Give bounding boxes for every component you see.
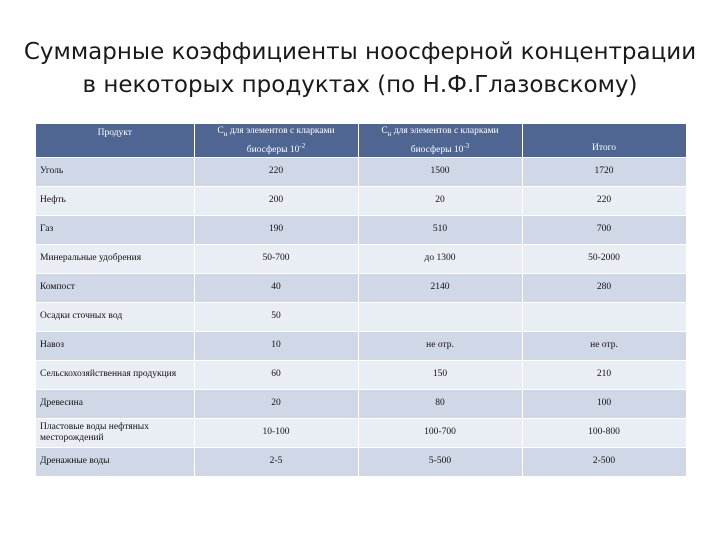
row-total: 1720	[522, 157, 686, 186]
row-name: Древесина	[36, 389, 194, 418]
row-c3: до 1300	[358, 244, 522, 273]
coefficients-table	[36, 124, 687, 476]
row-name: Осадки сточных вод	[36, 302, 194, 331]
row-c3: 510	[358, 215, 522, 244]
row-c2: 20	[194, 389, 358, 418]
header-product: Продукт	[36, 124, 194, 157]
header-col3: $С_н$ для элементов с кларками биосферы $10^{-3}$	[358, 124, 522, 157]
row-c2: 50	[194, 302, 358, 331]
title-line-1: Суммарные коэффициенты ноосферной концентрации	[23, 39, 697, 65]
row-name: Навоз	[36, 331, 194, 360]
row-name: Нефть	[36, 186, 194, 215]
row-c3: 2140	[358, 273, 522, 302]
table-row	[36, 302, 686, 331]
row-c3: 5-500	[358, 447, 522, 476]
row-c2: 220	[194, 157, 358, 186]
row-total	[522, 302, 686, 331]
row-name: Минеральные удобрения	[36, 244, 194, 273]
row-c3: не отр.	[358, 331, 522, 360]
header-col2: $С_н$ для элементов с кларками биосферы $10^{-2}$	[194, 124, 358, 157]
row-c2: 10	[194, 331, 358, 360]
row-total: не отр.	[522, 331, 686, 360]
row-c3: 1500	[358, 157, 522, 186]
row-name: Сельскохозяйственная продукция	[36, 360, 194, 389]
row-total: 210	[522, 360, 686, 389]
row-total: 280	[522, 273, 686, 302]
row-c2: 50-700	[194, 244, 358, 273]
row-total: 700	[522, 215, 686, 244]
row-c2: 40	[194, 273, 358, 302]
row-name: Пластовые воды нефтяных месторождений	[36, 418, 194, 447]
row-total: 100-800	[522, 418, 686, 447]
row-name: Дренажные воды	[36, 447, 194, 476]
row-c2: 10-100	[194, 418, 358, 447]
row-c2: 190	[194, 215, 358, 244]
row-total: 100	[522, 389, 686, 418]
row-total: 220	[522, 186, 686, 215]
table-row	[36, 215, 686, 244]
row-c2: 200	[194, 186, 358, 215]
row-c2: 60	[194, 360, 358, 389]
table-row	[36, 447, 686, 476]
table-row	[36, 244, 686, 273]
table-row	[36, 389, 686, 418]
table-row	[36, 273, 686, 302]
row-total: 50-2000	[522, 244, 686, 273]
header-total: Итого	[522, 124, 686, 157]
slide-title	[20, 36, 700, 102]
row-c3: 150	[358, 360, 522, 389]
row-c3: 80	[358, 389, 522, 418]
row-name: Компост	[36, 273, 194, 302]
row-total: 2-500	[522, 447, 686, 476]
row-c3	[358, 302, 522, 331]
table-row	[36, 360, 686, 389]
row-name: Уголь	[36, 157, 194, 186]
table-row	[36, 418, 686, 447]
header-row	[36, 124, 686, 157]
row-c2: 2-5	[194, 447, 358, 476]
title-line-2: в некоторых продуктах (по Н.Ф.Глазовскому)	[82, 72, 638, 98]
row-name: Газ	[36, 215, 194, 244]
row-c3: 100-700	[358, 418, 522, 447]
table-row	[36, 331, 686, 360]
table-row	[36, 186, 686, 215]
table-row	[36, 157, 686, 186]
row-c3: 20	[358, 186, 522, 215]
